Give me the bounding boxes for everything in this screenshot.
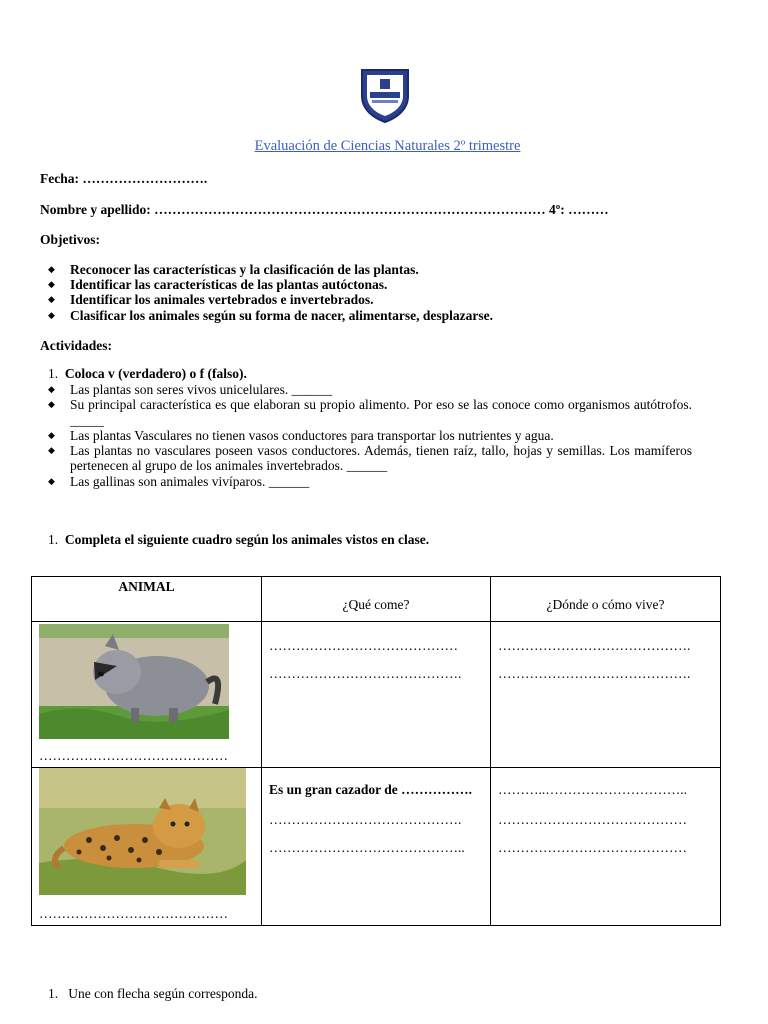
answer-blank: ………..………………………….. [498,782,687,797]
list-item: ◆ Identificar las características de las plantas autóctonas. [48,277,493,292]
header-que-come: ¿Qué come? [342,597,410,612]
animal-name-blank: …………………………………… [39,906,228,921]
animal-cell [32,768,262,926]
vive-cell [491,622,721,768]
list-item: ◆ Reconocer las características y la clasificación de las plantas. [48,262,493,277]
nombre-label: Nombre y apellido: [40,202,151,217]
page-title: Evaluación de Ciencias Naturales 2º trimestre [254,138,521,154]
come-cell [262,768,491,926]
answer-blank: …………………………………… [269,638,458,653]
come-cell [262,622,491,768]
list-item: ◆ Las plantas son seres vivos unicelulares. ______ [48,382,692,397]
list-item: ◆ Las gallinas son animales vivíparos. ______ [48,474,692,489]
list-item: ◆ Las plantas Vasculares no tienen vasos conductores para transportar los nutrientes y agua. [48,428,692,443]
list-item: ◆ Identificar los animales vertebrados e invertebrados. [48,292,493,307]
header-animal: ANIMAL [118,579,175,594]
table-row [32,768,721,926]
animal-name-blank: …………………………………… [39,748,228,763]
question-label: Completa el siguiente cuadro según los animales vistos en clase. [64,532,430,547]
answer-prompt: Es un gran cazador de ……………. [269,782,473,797]
grado-blank: ……… [568,202,609,217]
question-label: Une con flecha según corresponda. [68,986,258,1001]
question-number: 1. [48,532,59,547]
question-label: Coloca v (verdadero) o f (falso). [64,366,247,381]
actividades-heading: Actividades: [40,338,112,353]
nombre-blank: …………………………………………………………………………… [154,202,546,217]
table-header [491,577,721,622]
answer-blank: ……………………………………. [498,638,691,653]
fecha-line [40,171,207,187]
vive-cell [491,768,721,926]
table-row [32,622,721,768]
answer-blank: …………………………………… [498,812,687,827]
answer-blank: ……………………………………. [269,666,462,681]
grado-label: 4º: [549,202,565,217]
nombre-line [40,202,609,218]
fecha-label: Fecha: [40,171,79,186]
question-2 [48,532,429,548]
objetivos-heading: Objetivos: [40,232,100,247]
table-header [262,577,491,622]
answer-blank: ……………………………………. [498,666,691,681]
vizcacha-photo [39,624,229,739]
header-donde-vive: ¿Dónde o cómo vive? [546,597,665,612]
question-3 [48,986,258,1002]
list-item: ◆ Las plantas no vasculares poseen vasos conductores. Además, tienen raíz, tallo, hojas y semillas. Los mamíferos pertenecen al grupo de los animales invertebrados. ______ [48,443,692,474]
answer-blank: ……………………………………. [269,812,462,827]
question-number: 1. [48,366,59,381]
objetivos-list [48,262,493,323]
table-header [32,577,262,622]
answer-blank: …………………………………… [498,840,687,855]
question-1 [48,366,247,382]
answer-blank: …………………………………….. [269,840,465,855]
animal-cell [32,622,262,768]
list-item: ◆ Su principal característica es que elaboran su propio alimento. Por eso se las conoce como organismos autótrofos. _____ [48,397,692,428]
question-number: 1. [48,986,59,1001]
fecha-blank: ………………………. [82,171,208,186]
animals-table [31,576,721,926]
verdadero-falso-list [48,382,692,489]
list-item: ◆ Clasificar los animales según su forma de nacer, alimentarse, desplazarse. [48,308,493,323]
school-crest-logo [358,66,412,124]
jaguar-photo [39,768,246,895]
